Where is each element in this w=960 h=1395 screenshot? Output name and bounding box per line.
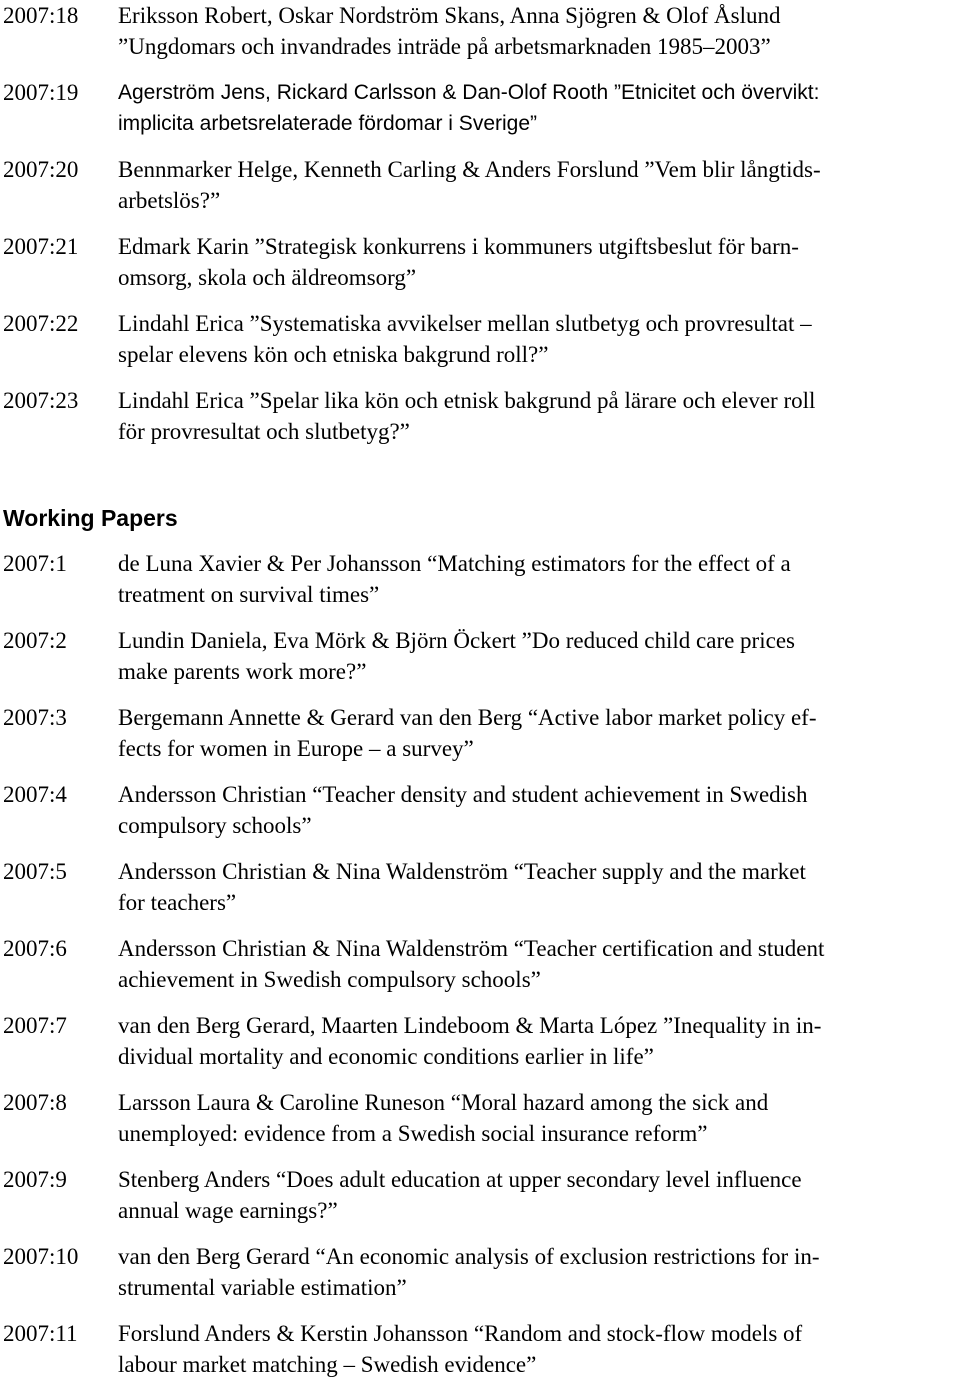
entry-number: 2007:22 xyxy=(3,311,79,336)
entry-text xyxy=(118,1241,956,1303)
entry-number: 2007:20 xyxy=(3,157,79,182)
list-item xyxy=(0,231,960,293)
entry-text xyxy=(118,779,956,841)
entry-text xyxy=(118,154,956,216)
entry-text-line: Agerström Jens, Rickard Carlsson & Dan-Olof Rooth ”Etnicitet och övervikt: xyxy=(118,81,820,104)
entry-text xyxy=(118,702,956,764)
entry-text xyxy=(118,548,956,610)
entry-number: 2007:6 xyxy=(3,936,67,961)
entry-text-line: achievement in Swedish compulsory schools” xyxy=(118,967,541,992)
entry-text-line: Andersson Christian “Teacher density and student achievement in Swedish xyxy=(118,782,808,807)
entry-text-line: ”Ungdomars och invandrades inträde på arbetsmarknaden 1985–2003” xyxy=(118,34,771,59)
entry-text-line: make parents work more?” xyxy=(118,659,367,684)
entry-number: 2007:18 xyxy=(3,3,79,28)
entry-number: 2007:8 xyxy=(3,1090,67,1115)
entry-text xyxy=(118,933,956,995)
entry-text-line: Lundin Daniela, Eva Mörk & Björn Öckert ”Do reduced child care prices xyxy=(118,628,795,653)
entry-text-line: Forslund Anders & Kerstin Johansson “Random and stock-flow models of xyxy=(118,1321,803,1346)
entry-number: 2007:11 xyxy=(3,1321,78,1346)
entry-text xyxy=(118,231,956,293)
entry-text xyxy=(118,0,956,62)
entry-number: 2007:21 xyxy=(3,234,79,259)
list-item xyxy=(0,77,960,139)
entry-text-line: Lindahl Erica ”Spelar lika kön och etnisk bakgrund på lärare och elever roll xyxy=(118,388,816,413)
list-item xyxy=(0,1164,960,1226)
entry-number: 2007:7 xyxy=(3,1013,67,1038)
entry-text-line: Stenberg Anders “Does adult education at upper secondary level influence xyxy=(118,1167,802,1192)
entry-number: 2007:4 xyxy=(3,782,67,807)
entry-text xyxy=(118,856,956,918)
entry-text-line: Larsson Laura & Caroline Runeson “Moral hazard among the sick and xyxy=(118,1090,769,1115)
entry-text-line: implicita arbetsrelaterade fördomar i Sverige” xyxy=(118,112,538,135)
entry-number: 2007:10 xyxy=(3,1244,79,1269)
entry-text-line: annual wage earnings?” xyxy=(118,1198,338,1223)
entry-text-line: van den Berg Gerard “An economic analysis of exclusion restrictions for in- xyxy=(118,1244,820,1269)
entry-text-line: Edmark Karin ”Strategisk konkurrens i kommuners utgiftsbeslut för barn- xyxy=(118,234,799,259)
entry-text-line: fects for women in Europe – a survey” xyxy=(118,736,474,761)
entry-text xyxy=(118,1010,956,1072)
list-item xyxy=(0,154,960,216)
entry-text xyxy=(118,625,956,687)
entry-text-line: compulsory schools” xyxy=(118,813,312,838)
list-item xyxy=(0,1010,960,1072)
entry-number: 2007:1 xyxy=(3,551,67,576)
entry-text xyxy=(118,385,956,447)
entry-number: 2007:5 xyxy=(3,859,67,884)
entry-number: 2007:3 xyxy=(3,705,67,730)
entry-text xyxy=(118,1318,956,1380)
entry-text-line: Bennmarker Helge, Kenneth Carling & Anders Forslund ”Vem blir långtids- xyxy=(118,157,821,182)
entry-text xyxy=(118,77,956,139)
list-item xyxy=(0,548,960,610)
entry-text-line: unemployed: evidence from a Swedish social insurance reform” xyxy=(118,1121,708,1146)
entry-text xyxy=(118,1164,956,1226)
section-heading: Working Papers xyxy=(3,505,178,531)
list-item xyxy=(0,0,960,62)
list-item xyxy=(0,1087,960,1149)
entry-text-line: treatment on survival times” xyxy=(118,582,380,607)
entry-text-line: dividual mortality and economic conditions earlier in life” xyxy=(118,1044,654,1069)
entry-text-line: omsorg, skola och äldreomsorg” xyxy=(118,265,417,290)
list-item xyxy=(0,779,960,841)
entry-number: 2007:9 xyxy=(3,1167,67,1192)
entry-number: 2007:19 xyxy=(3,80,79,105)
entry-text-line: Lindahl Erica ”Systematiska avvikelser mellan slutbetyg och provresultat – xyxy=(118,311,812,336)
list-item xyxy=(0,1318,960,1380)
entry-text-line: för provresultat och slutbetyg?” xyxy=(118,419,410,444)
entry-text-line: van den Berg Gerard, Maarten Lindeboom & Marta López ”Inequality in in- xyxy=(118,1013,822,1038)
list-item xyxy=(0,933,960,995)
entry-number: 2007:2 xyxy=(3,628,67,653)
list-item xyxy=(0,1241,960,1303)
working-papers-list xyxy=(0,548,960,1395)
list-item xyxy=(0,308,960,370)
entry-text-line: Bergemann Annette & Gerard van den Berg “Active labor market policy ef- xyxy=(118,705,817,730)
entry-text-line: arbetslös?” xyxy=(118,188,221,213)
report-list xyxy=(0,0,960,462)
entry-text-line: for teachers” xyxy=(118,890,237,915)
list-item xyxy=(0,625,960,687)
entry-text xyxy=(118,1087,956,1149)
entry-text-line: Eriksson Robert, Oskar Nordström Skans, Anna Sjögren & Olof Åslund xyxy=(118,3,781,28)
entry-text-line: de Luna Xavier & Per Johansson “Matching estimators for the effect of a xyxy=(118,551,791,576)
list-item xyxy=(0,856,960,918)
entry-text-line: strumental variable estimation” xyxy=(118,1275,407,1300)
list-item xyxy=(0,702,960,764)
entry-text-line: spelar elevens kön och etniska bakgrund roll?” xyxy=(118,342,549,367)
entry-text-line: labour market matching – Swedish evidence” xyxy=(118,1352,537,1377)
entry-text-line: Andersson Christian & Nina Waldenström “Teacher certification and student xyxy=(118,936,825,961)
list-item xyxy=(0,385,960,447)
entry-text-line: Andersson Christian & Nina Waldenström “Teacher supply and the market xyxy=(118,859,806,884)
entry-number: 2007:23 xyxy=(3,388,79,413)
entry-text xyxy=(118,308,956,370)
